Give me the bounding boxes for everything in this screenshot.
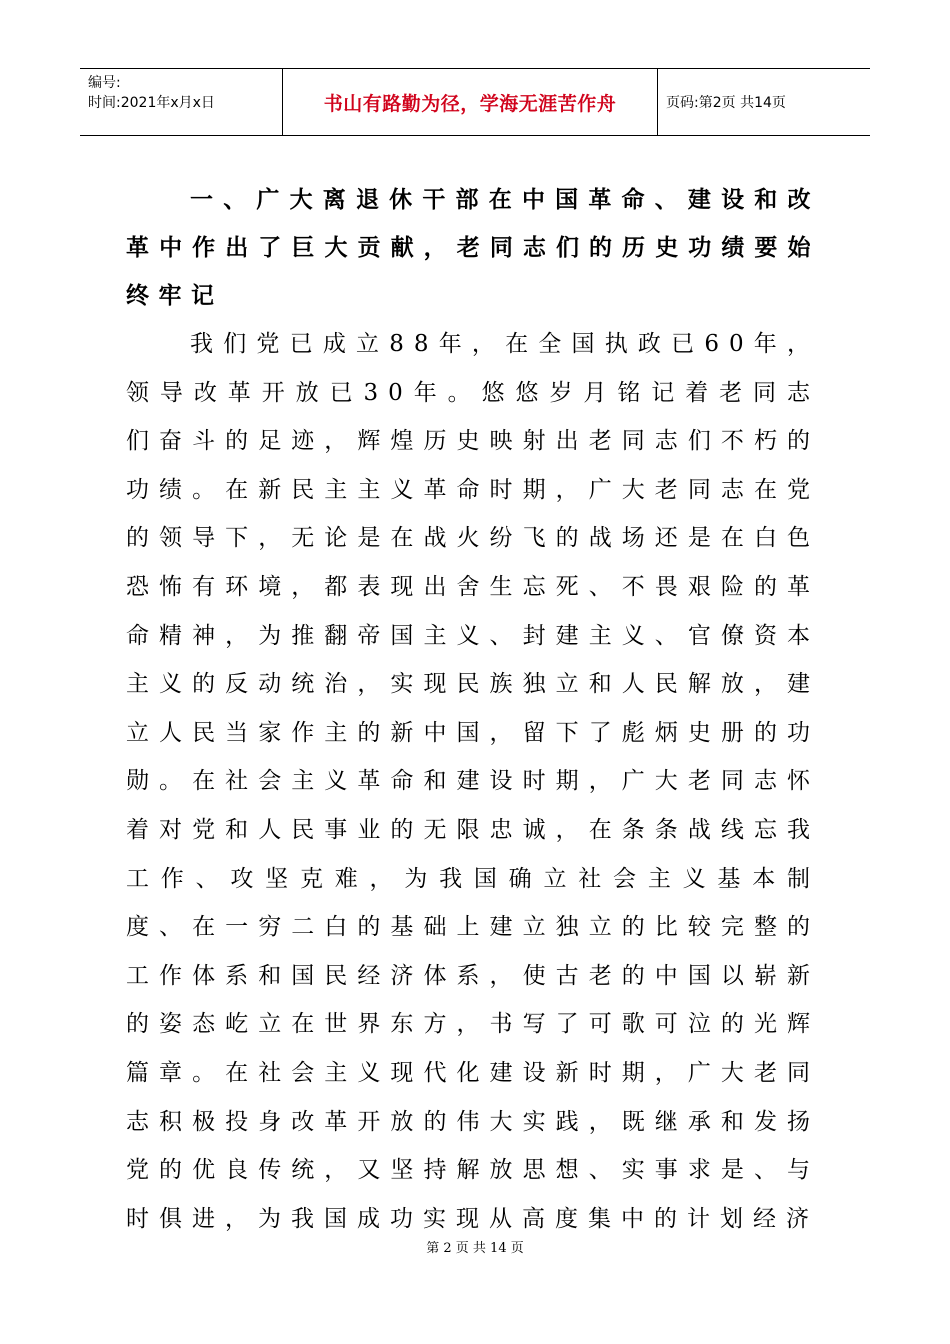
page-footer: 第 2 页 共 14 页: [426, 1241, 524, 1256]
header-motto: 书山有路勤为径，学海无涯苦作舟: [283, 69, 658, 135]
section-heading: 一、广大离退休干部在中国革命、建设和改革中作出了巨大贡献，老同志们的历史功绩要始终牢记: [126, 186, 820, 309]
header-meta-cell: [80, 69, 283, 135]
document-body: [126, 176, 820, 1243]
document-time-label: 时间:2021年x月x日: [88, 95, 215, 111]
header-page-code: 页码:第2页 共14页: [666, 95, 786, 111]
page-header: [80, 68, 870, 136]
body-paragraph: 我们党已成立88年，在全国执政已60年，领导改革开放已30年。悠悠岁月铭记着老同志们奋斗的足迹，辉煌历史映射出老同志们不朽的功绩。在新民主主义革命时期，广大老同志在党的领导下，无论是在战火纷飞的战场还是在白色恐怖有环境，都表现出舍生忘死、不畏艰险的革命精神，为推翻帝国主义、封建主义、官僚资本主义的反动统治，实现民族独立和人民解放，建立人民当家作主的新中国，留下了彪炳史册的功勋。在社会主义革命和建设时期，广大老同志怀着对党和人民事业的无限忠诚，在条条战线忘我工作、攻坚克难，为我国确立社会主义基本制度、在一穷二白的基础上建立独立的比较完整的工作体系和国民经济体系，使古老的中国以崭新的姿态屹立在世界东方，书写了可歌可泣的光辉篇章。在社会主义现代化建设新时期，广大老同志积极投身改革开放的伟大实践，既继承和发扬党的优良传统，又坚持解放思想、实事求是、与时俱进，为我国成功实现从高度集中的计划经济: [126, 331, 820, 1232]
document-number-label: 编号:: [88, 75, 121, 91]
